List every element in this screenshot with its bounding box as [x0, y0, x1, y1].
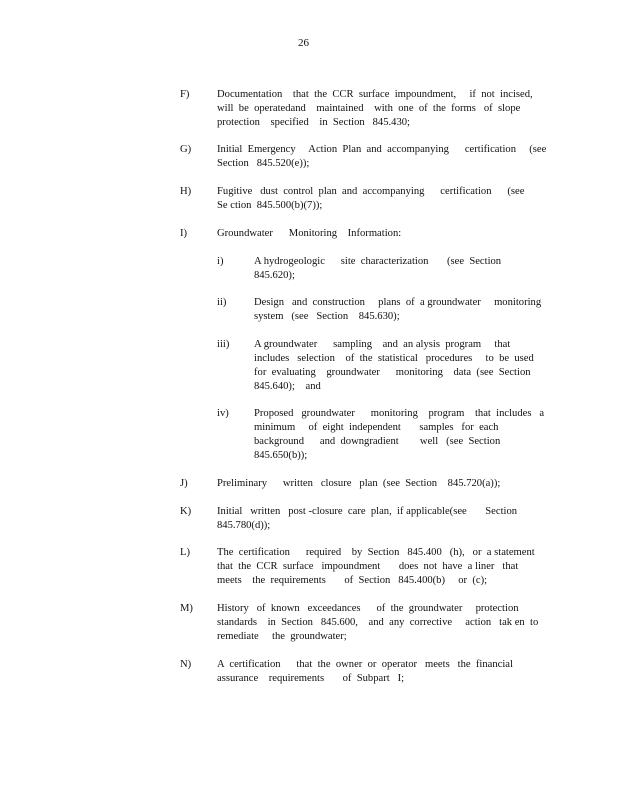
item-text [217, 185, 543, 213]
item-text [217, 546, 543, 588]
item-line: Fugitive dust control plan and accompanying certification (see [217, 186, 525, 197]
item-line: Initial Emergency Action Plan and accompanying certification (see [217, 144, 547, 155]
item-line: will be operatedand maintained with one of the forms of slope [217, 103, 521, 114]
sub-item-line: 845.620); [254, 270, 295, 281]
sub-item-line: 845.640); and [254, 381, 321, 392]
item-line: meets the requirements of Section 845.400(b) or (c); [217, 575, 488, 586]
item-marker: I) [180, 228, 188, 239]
sub-item-marker: iii) [217, 339, 230, 350]
item-line: that the CCR surface impoundment does not have a liner that [217, 561, 519, 572]
item-line: Initial written post -closure care plan, if applicable(see Section [217, 506, 518, 517]
item-text [217, 602, 543, 644]
sub-item-marker: iv) [217, 408, 229, 419]
item-line: standards in Section 845.600, and any corrective action tak en to [217, 617, 539, 628]
sub-item-text [254, 407, 544, 463]
item-marker: K) [180, 506, 192, 517]
item-line: History of known exceedances of the groundwater protection [217, 603, 519, 614]
item-marker: G) [180, 144, 192, 155]
sub-item-line: includes selection of the statistical procedures to be used [254, 353, 534, 364]
sub-item-line: system (see Section 845.630); [254, 311, 400, 322]
sub-item-line: minimum of eight independent samples for each [254, 422, 499, 433]
sub-item-text [254, 255, 544, 283]
item-text [217, 227, 543, 241]
item-text [217, 88, 543, 130]
item-line: protection specified in Section 845.430; [217, 117, 411, 128]
item-marker: L) [180, 547, 190, 558]
item-line: Section 845.520(e)); [217, 158, 310, 169]
sub-item-line: for evaluating groundwater monitoring data (see Section [254, 367, 531, 378]
item-marker: F) [180, 89, 190, 100]
sub-item-marker: i) [217, 256, 224, 267]
sub-item-line: A hydrogeologic site characterization (see Section [254, 256, 502, 267]
item-text [217, 143, 547, 171]
page-number: 26 [298, 37, 309, 49]
sub-item-line: background and downgradient well (see Section [254, 436, 501, 447]
item-line: Groundwater Monitoring Information: [217, 228, 402, 239]
item-marker: N) [180, 659, 192, 670]
item-text [217, 505, 543, 533]
item-text [217, 477, 543, 491]
sub-item-marker: ii) [217, 297, 227, 308]
item-marker: M) [180, 603, 193, 614]
item-line: The certification required by Section 845.400 (h), or a statement [217, 547, 535, 558]
item-marker: J) [180, 478, 188, 489]
item-text [217, 658, 543, 686]
sub-item-text [254, 338, 544, 394]
item-line: Preliminary written closure plan (see Section 845.720(a)); [217, 478, 501, 489]
sub-item-line: Proposed groundwater monitoring program that includes a [254, 408, 545, 419]
item-line: assurance requirements of Subpart I; [217, 673, 405, 684]
item-line: A certification that the owner or operator meets the financial [217, 659, 513, 670]
item-line: 845.780(d)); [217, 520, 271, 531]
item-line: remediate the groundwater; [217, 631, 347, 642]
sub-item-line: 845.650(b)); [254, 450, 308, 461]
sub-item-line: Design and construction plans of a groundwater monitoring [254, 297, 542, 308]
item-marker: H) [180, 186, 192, 197]
sub-item-line: A groundwater sampling and an alysis program that [254, 339, 511, 350]
item-line: Documentation that the CCR surface impoundment, if not incised, [217, 89, 533, 100]
sub-item-text [254, 296, 544, 324]
item-line: Se ction 845.500(b)(7)); [217, 200, 323, 211]
